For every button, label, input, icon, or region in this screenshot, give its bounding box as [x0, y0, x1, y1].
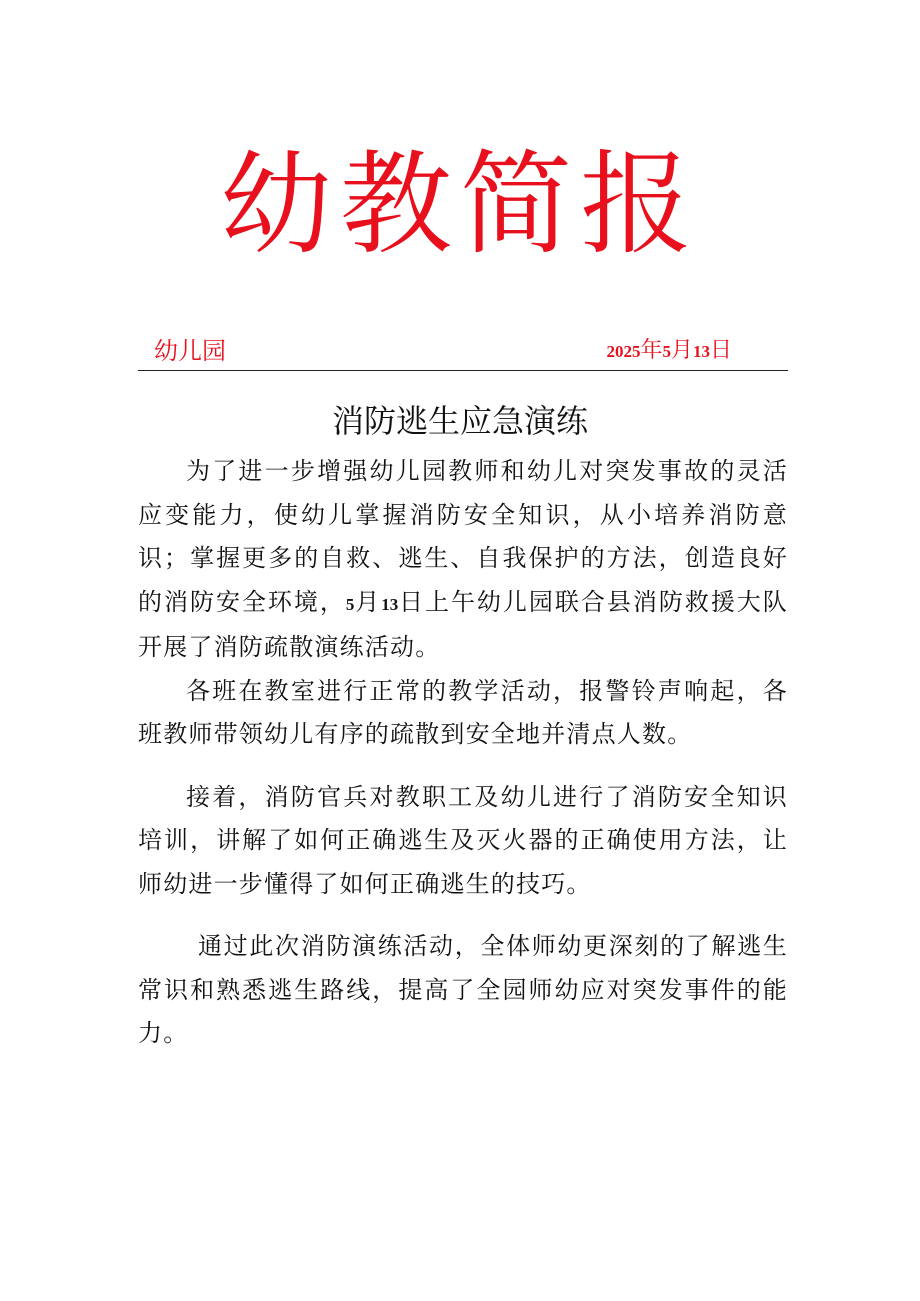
paragraph-1-month-suffix: 月 — [354, 587, 382, 616]
paragraph-1-text-a: 为了进一步增强幼儿园教师和幼儿对突发事故的灵活应变能力，使幼儿掌握消防安全知识，从小培养消防意识；掌握更多的自救、逃生、自我保护的方法，创造良好的消防安全环境， — [138, 457, 788, 616]
masthead-title: 幼教简报 — [220, 140, 700, 270]
organization-name: 幼儿园 — [154, 337, 226, 365]
date-month-suffix: 月 — [670, 338, 693, 363]
date-year-suffix: 年 — [640, 338, 663, 363]
newsletter-header — [138, 334, 788, 371]
paragraph-spacer — [138, 757, 788, 776]
article-headline: 消防逃生应急演练 — [331, 402, 588, 440]
date-month: 5 — [662, 342, 671, 361]
paragraph-3: 接着，消防官兵对教职工及幼儿进行了消防安全知识培训，讲解了如何正确逃生及灭火器的正确使用方法，让师幼进一步懂得了如何正确逃生的技巧。 — [138, 782, 788, 898]
date-day-suffix: 日 — [709, 338, 732, 363]
paragraph-1-text-b: 日上午幼儿园联合县消防救援大队开展了消防疏散演练活动。 — [138, 587, 788, 661]
paragraph-spacer — [138, 906, 788, 925]
date-year: 2025 — [606, 342, 641, 361]
article-body — [138, 450, 788, 1056]
date-day: 13 — [692, 342, 710, 361]
paragraph-1 — [138, 450, 788, 670]
issue-date — [606, 336, 732, 367]
paragraph-1-month: 5 — [345, 594, 355, 614]
paragraph-2: 各班在教室进行正常的教学活动，报警铃声响起，各班教师带领幼儿有序的疏散到安全地并清点人数。 — [138, 676, 788, 748]
paragraph-4: 通过此次消防演练活动，全体师幼更深刻的了解逃生常识和熟悉逃生路线，提高了全园师幼应对突发事件的能力。 — [138, 932, 788, 1047]
paragraph-1-day: 13 — [381, 594, 399, 614]
